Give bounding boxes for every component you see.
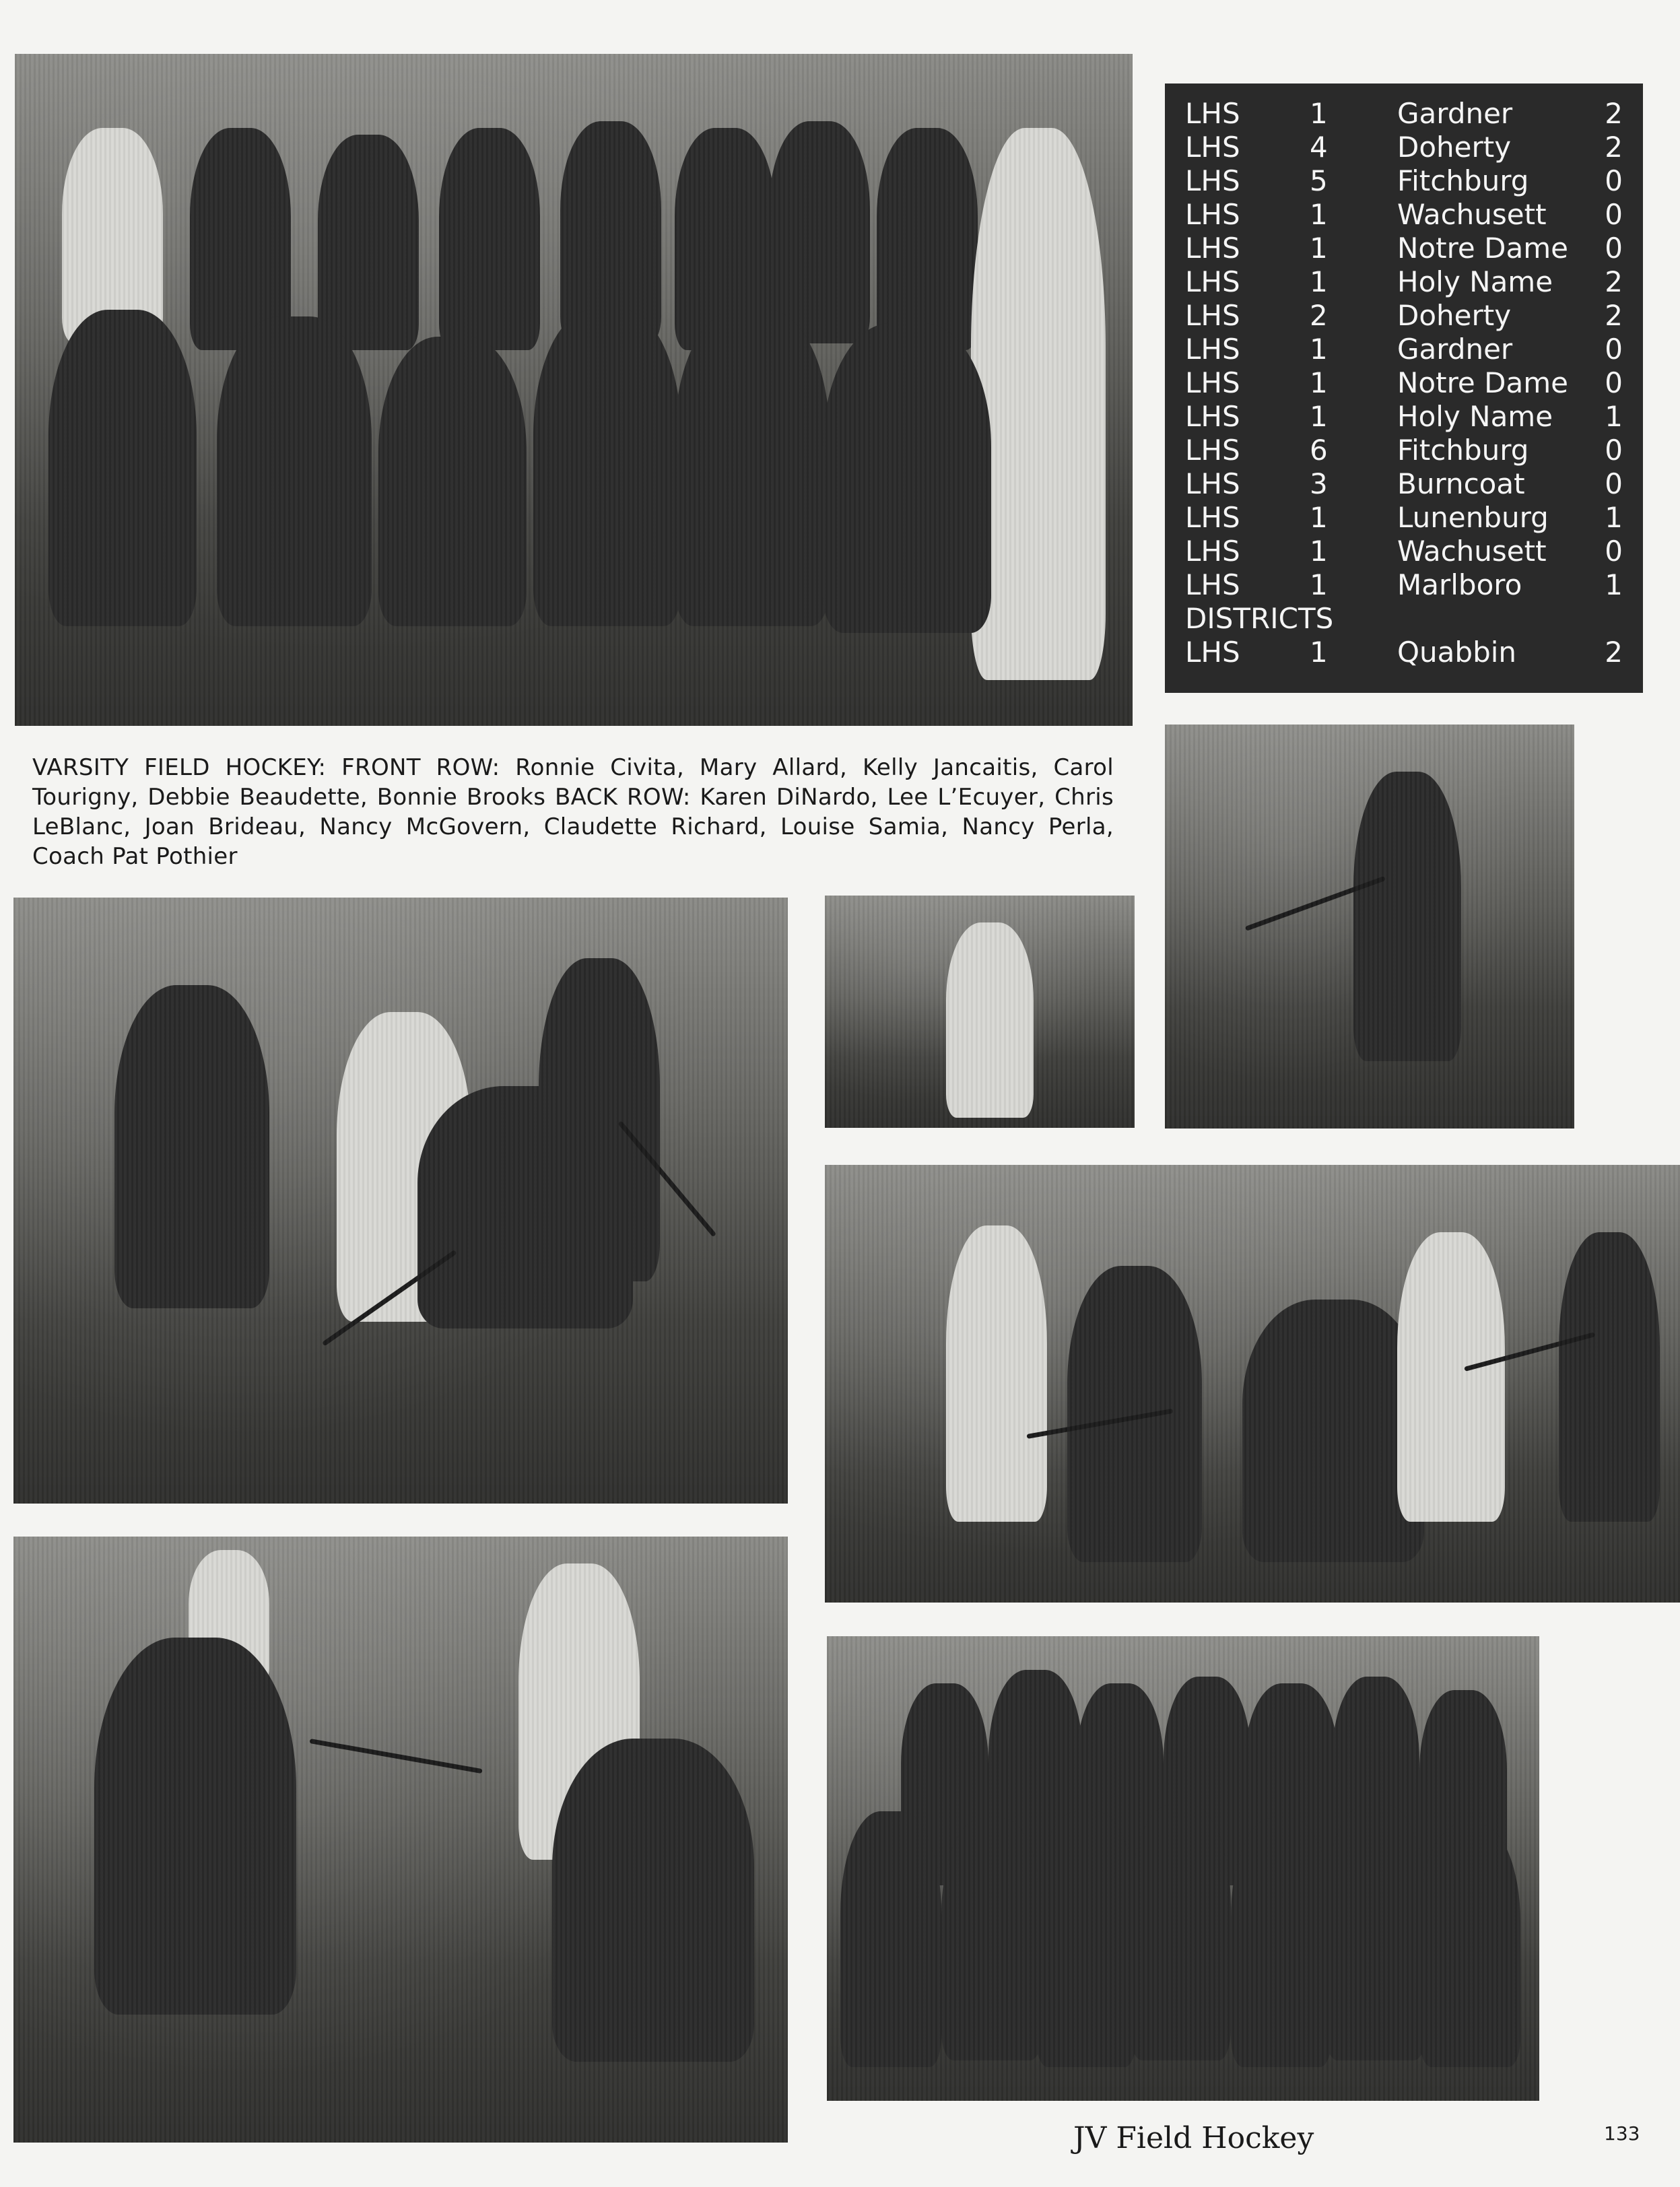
lhs-score: 1 xyxy=(1310,501,1328,534)
opponent-name: Wachusett xyxy=(1397,535,1547,568)
team-name: LHS xyxy=(1185,232,1240,265)
opponent-score: 2 xyxy=(1605,636,1623,669)
season-scores-table xyxy=(1165,83,1643,693)
opponent-score: 2 xyxy=(1605,97,1623,130)
opponent-name: Holy Name xyxy=(1397,265,1553,298)
opponent-score: 0 xyxy=(1605,535,1623,568)
team-name: LHS xyxy=(1185,535,1240,568)
opponent-name: Notre Dame xyxy=(1397,366,1568,399)
team-name: LHS xyxy=(1185,434,1240,467)
opponent-score: 2 xyxy=(1605,299,1623,332)
opponent-score: 1 xyxy=(1605,400,1623,433)
score-row-2 xyxy=(1185,131,1623,164)
score-row-3 xyxy=(1185,164,1623,198)
opponent-name: Marlboro xyxy=(1397,568,1522,601)
team-name: LHS xyxy=(1185,333,1240,366)
opponent-score: 0 xyxy=(1605,232,1623,265)
opponent-name: Quabbin xyxy=(1397,636,1517,669)
opponent-score: 0 xyxy=(1605,164,1623,197)
game-action-photo-2 xyxy=(825,1165,1680,1603)
lhs-score: 6 xyxy=(1310,434,1328,467)
lhs-score: 3 xyxy=(1310,467,1328,500)
score-row-11 xyxy=(1185,434,1623,467)
lhs-score: 1 xyxy=(1310,232,1328,265)
opponent-score: 0 xyxy=(1605,434,1623,467)
score-row-5 xyxy=(1185,232,1623,265)
lhs-score: 1 xyxy=(1310,198,1328,231)
opponent-name: Fitchburg xyxy=(1397,164,1529,197)
opponent-score: 1 xyxy=(1605,501,1623,534)
score-row-8 xyxy=(1185,333,1623,366)
game-action-photo-1 xyxy=(13,898,788,1504)
lhs-score: 1 xyxy=(1310,333,1328,366)
opponent-name: Lunenburg xyxy=(1397,501,1549,534)
opponent-name: Doherty xyxy=(1397,131,1512,164)
opponent-name: Doherty xyxy=(1397,299,1512,332)
score-row-13 xyxy=(1185,501,1623,535)
team-name: LHS xyxy=(1185,501,1240,534)
score-row-7 xyxy=(1185,299,1623,333)
opponent-score: 1 xyxy=(1605,568,1623,601)
opponent-score: 0 xyxy=(1605,198,1623,231)
lhs-score: 1 xyxy=(1310,366,1328,399)
score-row-1 xyxy=(1185,97,1623,131)
score-row-6 xyxy=(1185,265,1623,299)
varsity-caption: VARSITY FIELD HOCKEY: FRONT ROW: Ronnie Civita, Mary Allard, Kelly Jancaitis, Carol Tourigny, Debbie Beaudette, Bonnie Brooks BACK ROW: Karen DiNardo, Lee L’Ecuyer, Chris LeBlanc, Joan Brideau, Nancy McGovern, Claudette Richard, Louise Samia, Nancy Perla, Coach Pat Pothier xyxy=(32,754,1114,870)
opponent-score: 2 xyxy=(1605,131,1623,164)
opponent-score: 0 xyxy=(1605,333,1623,366)
opponent-score: 0 xyxy=(1605,467,1623,500)
opponent-name: Notre Dame xyxy=(1397,232,1568,265)
team-name: LHS xyxy=(1185,164,1240,197)
lhs-score: 1 xyxy=(1310,97,1328,130)
opponent-name: Wachusett xyxy=(1397,198,1547,231)
team-name: LHS xyxy=(1185,366,1240,399)
player-shot-photo xyxy=(1165,725,1574,1129)
team-name: LHS xyxy=(1185,299,1240,332)
score-row-9 xyxy=(1185,366,1623,400)
page-number: 133 xyxy=(1604,2122,1640,2145)
districts-label: DISTRICTS xyxy=(1185,602,1334,635)
team-name: LHS xyxy=(1185,568,1240,601)
team-name: LHS xyxy=(1185,467,1240,500)
game-action-photo-3 xyxy=(13,1537,788,2143)
opponent-score: 0 xyxy=(1605,366,1623,399)
opponent-name: Holy Name xyxy=(1397,400,1553,433)
jv-caption: JV Field Hockey xyxy=(1073,2121,1314,2155)
team-name: LHS xyxy=(1185,265,1240,298)
team-name: LHS xyxy=(1185,97,1240,130)
team-name: LHS xyxy=(1185,198,1240,231)
score-row-14 xyxy=(1185,535,1623,568)
varsity-team-photo xyxy=(15,54,1133,726)
opponent-name: Gardner xyxy=(1397,97,1513,130)
lhs-score: 4 xyxy=(1310,131,1328,164)
lhs-score: 1 xyxy=(1310,265,1328,298)
jv-team-photo xyxy=(827,1636,1539,2101)
lhs-score: 5 xyxy=(1310,164,1328,197)
opponent-name: Fitchburg xyxy=(1397,434,1529,467)
score-row-15 xyxy=(1185,568,1623,602)
lhs-score: 1 xyxy=(1310,568,1328,601)
opponent-score: 2 xyxy=(1605,265,1623,298)
score-row-4 xyxy=(1185,198,1623,232)
opponent-name: Burncoat xyxy=(1397,467,1525,500)
lhs-score: 1 xyxy=(1310,636,1328,669)
score-row-district xyxy=(1185,636,1623,669)
lhs-score: 1 xyxy=(1310,400,1328,433)
opponent-name: Gardner xyxy=(1397,333,1513,366)
team-name: LHS xyxy=(1185,131,1240,164)
score-row-10 xyxy=(1185,400,1623,434)
team-name: LHS xyxy=(1185,400,1240,433)
lhs-score: 1 xyxy=(1310,535,1328,568)
coach-on-field-photo xyxy=(825,896,1135,1128)
team-name: LHS xyxy=(1185,636,1240,669)
score-row-12 xyxy=(1185,467,1623,501)
lhs-score: 2 xyxy=(1310,299,1328,332)
